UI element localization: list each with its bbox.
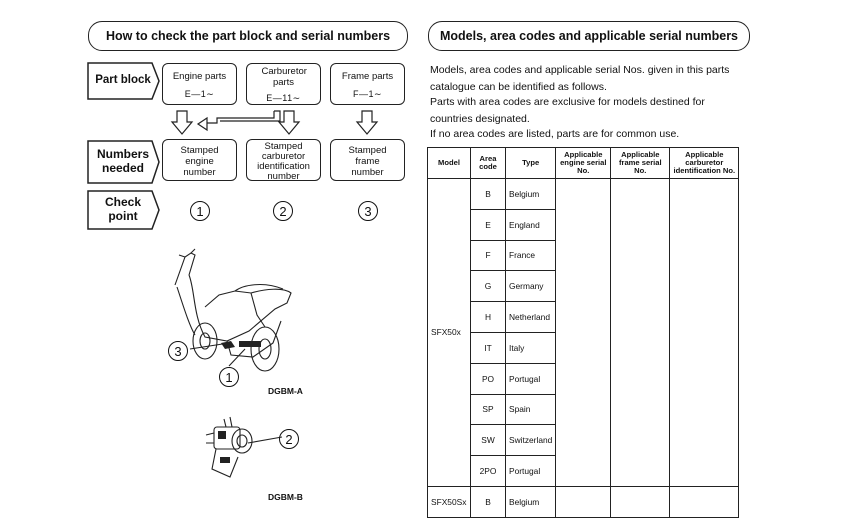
number-box-frame: Stamped frame number (330, 139, 405, 181)
col-frame-serial: Applicable frame serial No. (611, 148, 670, 179)
area-code-cell: IT (471, 332, 506, 363)
type-cell: Portugal (506, 363, 556, 394)
arrow-down-icon (279, 111, 299, 134)
table-row (428, 179, 739, 210)
right-section-title: Models, area codes and applicable serial numbers (428, 21, 750, 51)
arrow-down-icon (172, 111, 192, 134)
part-block-label: Engine parts (172, 71, 227, 82)
col-type: Type (506, 148, 556, 179)
bent-arrow-icon (198, 111, 280, 130)
carburetor-id-cell (670, 179, 739, 487)
arrow-down-icon (357, 111, 377, 134)
number-box-carburetor: Stamped carburetor identification number (246, 139, 321, 181)
type-cell: Portugal (506, 456, 556, 487)
scooter-illustration (165, 245, 305, 385)
type-cell: Belgium (506, 486, 556, 517)
part-block-code: E—1∼ (184, 88, 215, 99)
callout-1: 1 (219, 367, 239, 387)
type-cell: Switzerland (506, 425, 556, 456)
intro-paragraph-1: Models, area codes and applicable serial Nos. given in this parts catalogue can be identified as follows. (430, 64, 730, 93)
table-row (428, 486, 739, 517)
col-carburetor-id: Applicable carburetor identification No. (670, 148, 739, 179)
area-code-cell: SP (471, 394, 506, 425)
engine-serial-cell (556, 486, 611, 517)
callout-3: 3 (168, 341, 188, 361)
area-code-cell: H (471, 302, 506, 333)
area-code-cell: SW (471, 425, 506, 456)
carburetor-illustration (196, 413, 286, 488)
row-label-check-point: Check point (86, 190, 160, 230)
type-cell: Netherland (506, 302, 556, 333)
area-code-cell: G (471, 271, 506, 302)
type-cell: Germany (506, 271, 556, 302)
carburetor-id-cell (670, 486, 739, 517)
row-label-numbers-needed: Numbers needed (86, 140, 160, 184)
serial-number-table (427, 147, 739, 518)
figure-caption-a: DGBM-A (268, 386, 303, 396)
engine-serial-cell (556, 179, 611, 487)
check-point-1: 1 (190, 201, 210, 221)
model-cell: SFX50Sx (428, 486, 471, 517)
part-block-code: F—1∼ (352, 88, 383, 99)
part-block-label: Carburetor parts (261, 66, 307, 88)
type-cell: Spain (506, 394, 556, 425)
part-block-frame (330, 63, 405, 105)
col-engine-serial: Applicable engine serial No. (556, 148, 611, 179)
type-cell: France (506, 240, 556, 271)
model-cell: SFX50x (428, 179, 471, 487)
frame-serial-cell (611, 179, 670, 487)
col-model: Model (428, 148, 471, 179)
part-block-label: Frame parts (341, 71, 394, 82)
left-section-title: How to check the part block and serial numbers (88, 21, 408, 51)
type-cell: Italy (506, 332, 556, 363)
area-code-cell: PO (471, 363, 506, 394)
frame-serial-cell (611, 486, 670, 517)
type-cell: Belgium (506, 179, 556, 210)
part-block-code: E—11∼ (266, 92, 301, 103)
intro-paragraph-2: Parts with area codes are exclusive for models destined for countries designated. (430, 96, 705, 125)
type-cell: England (506, 209, 556, 240)
figure-caption-b: DGBM-B (268, 492, 303, 502)
number-box-engine: Stamped engine number (162, 139, 237, 181)
row-label-part-block: Part block (86, 62, 160, 100)
part-block-carburetor (246, 63, 321, 105)
intro-paragraph-3: If no area codes are listed, parts are for common use. (430, 128, 680, 140)
table-header-row (428, 148, 739, 179)
area-code-cell: E (471, 209, 506, 240)
col-area-code: Area code (471, 148, 506, 179)
part-block-engine (162, 63, 237, 105)
area-code-cell: B (471, 179, 506, 210)
callout-2: 2 (279, 429, 299, 449)
flow-arrows (160, 105, 410, 140)
check-point-2: 2 (273, 201, 293, 221)
area-code-cell: B (471, 486, 506, 517)
area-code-cell: 2PO (471, 456, 506, 487)
check-point-3: 3 (358, 201, 378, 221)
area-code-cell: F (471, 240, 506, 271)
